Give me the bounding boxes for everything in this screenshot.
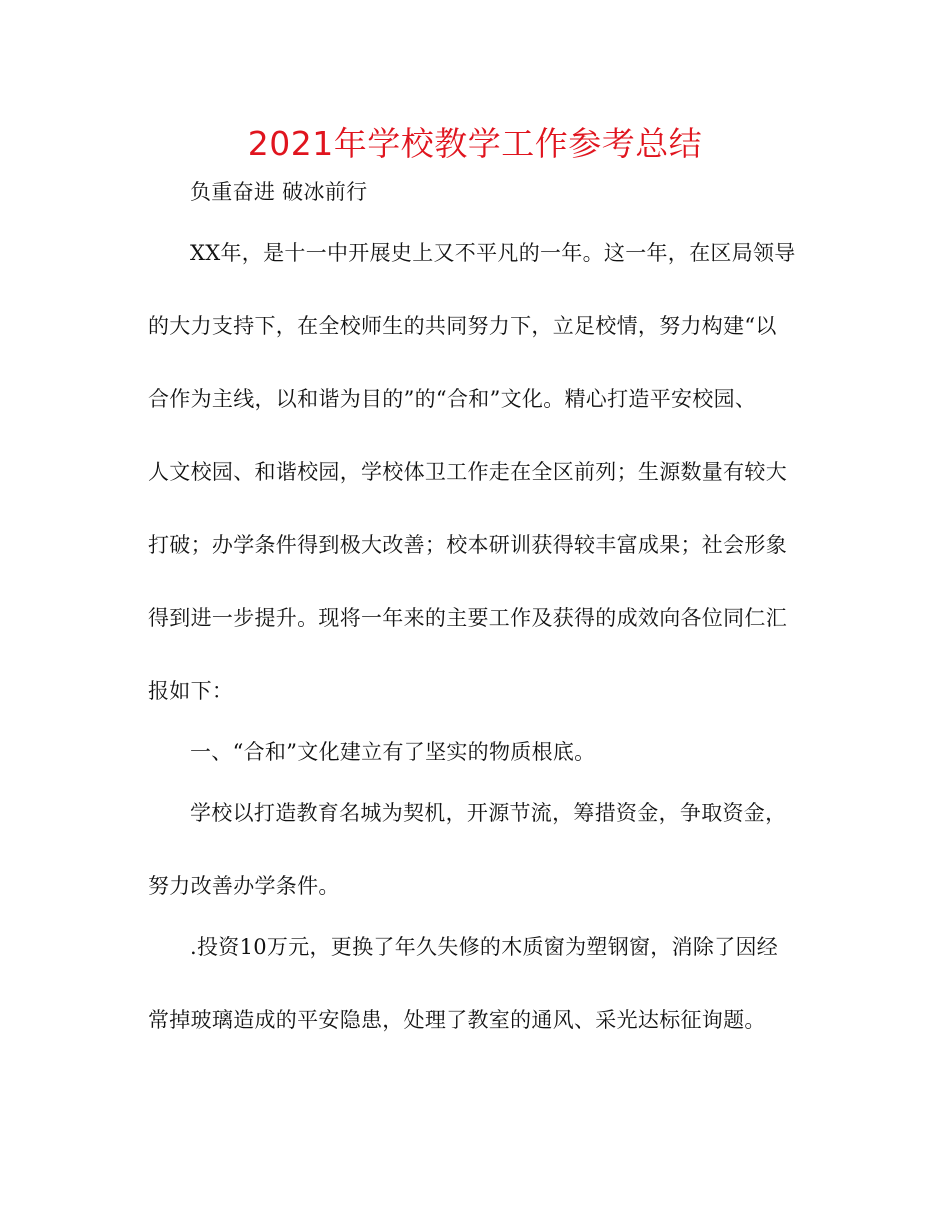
paragraph-line-1: XX年，是十一中开展史上又不平凡的一年。这一年，在区局领导 bbox=[190, 241, 796, 265]
subtitle-line: 负重奋进 破冰前行 bbox=[190, 180, 368, 204]
paragraph-line-11: 常掉玻璃造成的平安隐患，处理了教室的通风、采光达标征询题。 bbox=[148, 1008, 766, 1032]
document-title: 2021年学校教学工作参考总结 bbox=[247, 124, 703, 163]
paragraph-line-6: 得到进一步提升。现将一年来的主要工作及获得的成效向各位同仁汇 bbox=[148, 606, 787, 630]
paragraph-line-3: 合作为主线，以和谐为目的”的“合和”文化。精心打造平安校园、 bbox=[148, 387, 757, 411]
paragraph-line-4: 人文校园、和谐校园，学校体卫工作走在全区前列；生源数量有较大 bbox=[148, 460, 787, 484]
paragraph-line-7: 报如下： bbox=[148, 679, 234, 703]
paragraph-line-2: 的大力支持下，在全校师生的共同努力下，立足校情，努力构建“以 bbox=[148, 314, 777, 338]
paragraph-line-9: 努力改善办学条件。 bbox=[148, 874, 340, 898]
paragraph-line-8: 学校以打造教育名城为契机，开源节流，筹措资金，争取资金， bbox=[190, 801, 787, 825]
paragraph-line-5: 打破；办学条件得到极大改善；校本研训获得较丰富成果；社会形象 bbox=[148, 533, 787, 557]
paragraph-line-10: .投资10万元，更换了年久失修的木质窗为塑钢窗，消除了因经 bbox=[190, 935, 779, 959]
section-heading-1: 一、“合和”文化建立有了坚实的物质根底。 bbox=[190, 740, 596, 764]
